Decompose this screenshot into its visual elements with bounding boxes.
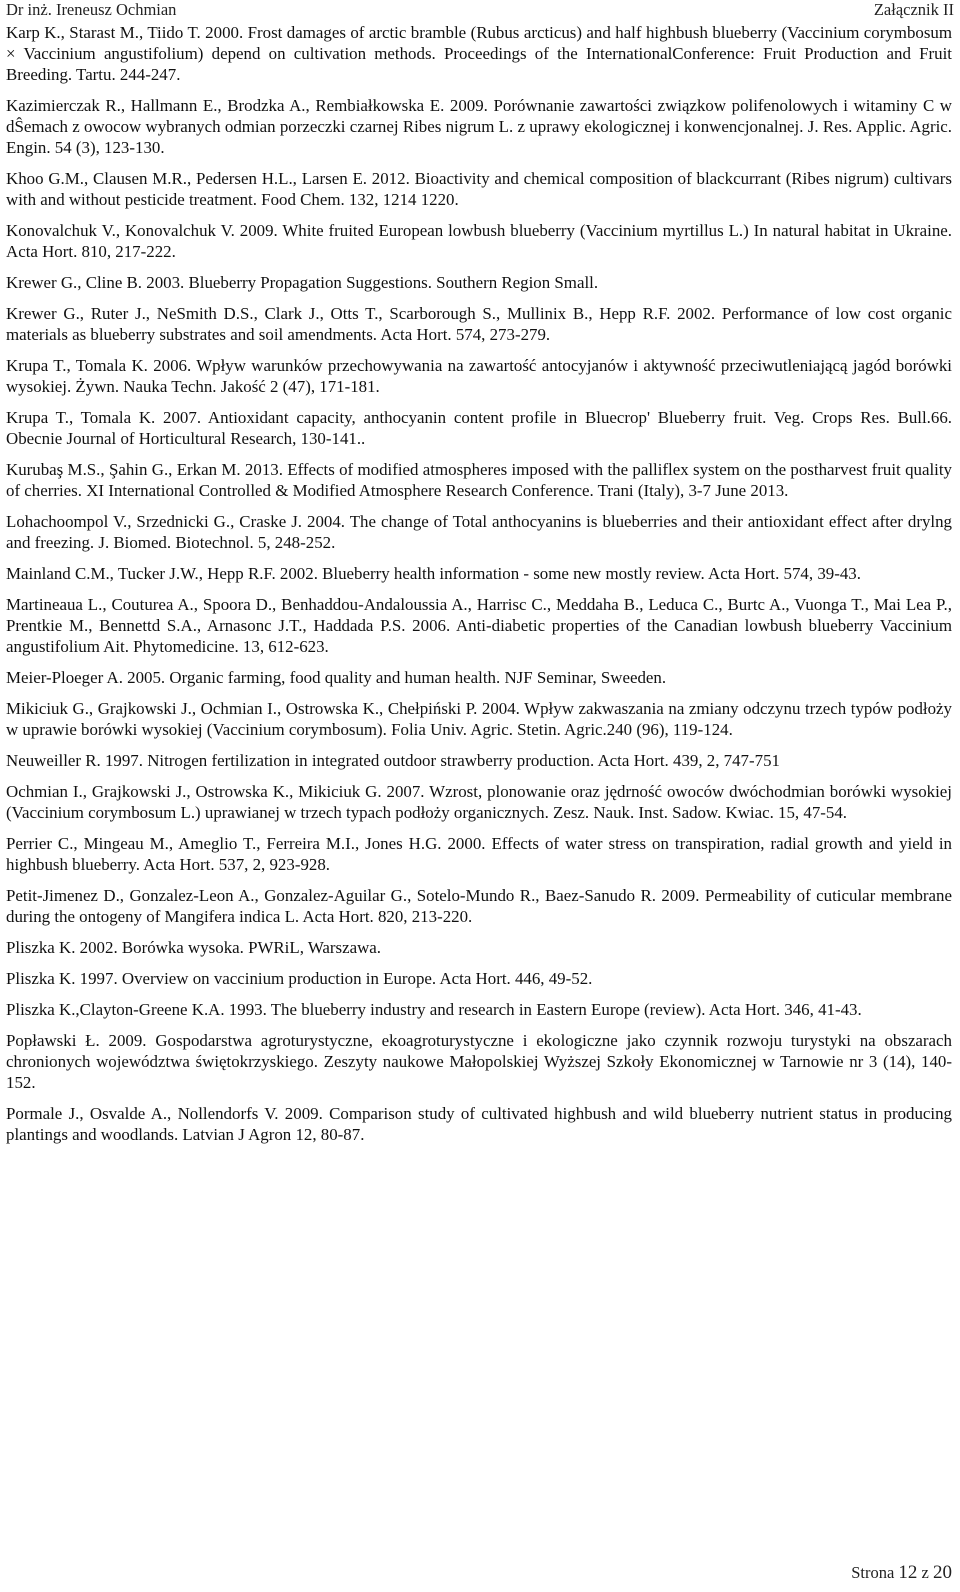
reference-entry: Mainland C.M., Tucker J.W., Hepp R.F. 2002. Blueberry health information - some new mostly review. Acta Hort. 574, 39-43.	[6, 564, 861, 583]
footer-separator: z	[921, 1563, 929, 1582]
reference-entry: Pormale J., Osvalde A., Nollendorfs V. 2009. Comparison study of cultivated highbush and wild blueberry nutrient status in producing plantings and woodlands. Latvian J Agron 12, 80-87.	[6, 1104, 952, 1144]
reference-list	[6, 22, 952, 1155]
reference-entry: Mikiciuk G., Grajkowski J., Ochmian I., Ostrowska K., Chełpiński P. 2004. Wpływ zakwaszania na zmiany odczynu trzech typów podłoży w uprawie borówki wysokiej (Vaccinium corymbosum). Folia Univ. Agric. Stetin. Agric.240 (96), 119-124.	[6, 699, 952, 739]
reference-entry: Konovalchuk V., Konovalchuk V. 2009. White fruited European lowbush blueberry (Vaccinium myrtillus L.) In natural habitat in Ukraine. Acta Hort. 810, 217-222.	[6, 221, 952, 261]
reference-entry: Krewer G., Cline B. 2003. Blueberry Propagation Suggestions. Southern Region Small.	[6, 273, 599, 292]
footer-page-number: 12	[898, 1562, 918, 1583]
header-attachment: Załącznik II	[873, 0, 954, 19]
reference-entry: Pliszka K. 2002. Borówka wysoka. PWRiL, Warszawa.	[6, 938, 382, 957]
reference-entry: Martineaua L., Couturea A., Spoora D., Benhaddou-Andaloussia A., Harrisc C., Meddaha B., Leduca C., Burtc A., Vuonga T., Mai Lea P., Prentkie M., Bennettd S.A., Arnasonc J.T., Haddada P.S. 2006. Anti-diabetic properties of the Canadian lowbush blueberry Vaccinium angustifolium Ait. Phytomedicine. 13, 612-623.	[6, 595, 952, 656]
reference-entry: Karp K., Starast M., Tiido T. 2000. Frost damages of arctic bramble (Rubus arcticus) and half highbush blueberry (Vaccinium corymbosum × Vaccinium angustifolium) depend on cultivation methods. Proceedings of the InternationalConference: Fruit Production and Fruit Breeding. Tartu. 244-247.	[6, 23, 952, 84]
footer-page-total: 20	[933, 1562, 952, 1583]
footer-prefix: Strona	[851, 1563, 895, 1582]
reference-entry: Krupa T., Tomala K. 2006. Wpływ warunków przechowywania na zawartość antocyjanów i aktywność przeciwutleniającą jagód borówki wysokiej. Żywn. Nauka Techn. Jakość 2 (47), 171-181.	[6, 356, 952, 396]
reference-entry: Krewer G., Ruter J., NeSmith D.S., Clark J., Otts T., Scarborough S., Mullinix B., Hepp R.F. 2002. Performance of low cost organic materials as blueberry substrates and soil amendments. Acta Hort. 574, 273-279.	[6, 304, 952, 344]
reference-entry: Kazimierczak R., Hallmann E., Brodzka A., Rembiałkowska E. 2009. Porównanie zawartości związkow polifenolowych i witaminy C w dŜemach z owocow wybranych odmian porzeczki czarnej Ribes nigrum L. z uprawy ekologicznej i konwencjonalnej. J. Res. Applic. Agric. Engin. 54 (3), 123-130.	[6, 96, 952, 157]
reference-entry: Lohachoompol V., Srzednicki G., Craske J. 2004. The change of Total anthocyanins is blueberries and their antioxidant effect after drylng and freezing. J. Biomed. Biotechnol. 5, 248-252.	[6, 512, 952, 552]
reference-entry: Meier-Ploeger A. 2005. Organic farming, food quality and human health. NJF Seminar, Sweeden.	[6, 668, 667, 687]
reference-entry: Krupa T., Tomala K. 2007. Antioxidant capacity, anthocyanin content profile in Bluecrop' Blueberry fruit. Veg. Crops Res. Bull.66. Obecnie Journal of Horticultural Research, 130-141..	[6, 408, 952, 448]
reference-entry: Pliszka K. 1997. Overview on vaccinium production in Europe. Acta Hort. 446, 49-52.	[6, 969, 593, 988]
header-author: Dr inż. Ireneusz Ochmian	[6, 0, 177, 19]
reference-entry: Popławski Ł. 2009. Gospodarstwa agroturystyczne, ekoagroturystyczne i ekologiczne jako czynnik rozwoju turystyki na obszarach chronionych województwa świętokrzyskiego. Zeszyty naukowe Małopolskiej Wyższej Szkoły Ekonomicznej w Tarnowie nr 3 (14), 140-152.	[6, 1031, 952, 1092]
reference-entry: Perrier C., Mingeau M., Ameglio T., Ferreira M.I., Jones H.G. 2000. Effects of water stress on transpiration, radial growth and yield in highbush blueberry. Acta Hort. 537, 2, 923-928.	[6, 834, 952, 874]
reference-entry: Kurubaş M.S., Şahin G., Erkan M. 2013. Effects of modified atmospheres imposed with the palliflex system on the postharvest fruit quality of cherries. XI International Controlled & Modified Atmosphere Research Conference. Trani (Italy), 3-7 June 2013.	[6, 460, 952, 500]
reference-entry: Pliszka K.,Clayton-Greene K.A. 1993. The blueberry industry and research in Eastern Europe (review). Acta Hort. 346, 41-43.	[6, 1000, 862, 1019]
reference-entry: Ochmian I., Grajkowski J., Ostrowska K., Mikiciuk G. 2007. Wzrost, plonowanie oraz jędrność owoców dwóchodmian borówki wysokiej (Vaccinium corymbosum L.) uprawianej w trzech typach podłoży organicznych. Zesz. Nauk. Inst. Sadow. Kwiac. 15, 47-54.	[6, 782, 952, 822]
page-footer	[851, 1562, 952, 1584]
reference-entry: Neuweiller R. 1997. Nitrogen fertilization in integrated outdoor strawberry production. Acta Hort. 439, 2, 747-751	[6, 751, 780, 770]
reference-entry: Khoo G.M., Clausen M.R., Pedersen H.L., Larsen E. 2012. Bioactivity and chemical composition of blackcurrant (Ribes nigrum) cultivars with and without pesticide treatment. Food Chem. 132, 1214 1220.	[6, 169, 952, 209]
reference-entry: Petit-Jimenez D., Gonzalez-Leon A., Gonzalez-Aguilar G., Sotelo-Mundo R., Baez-Sanudo R. 2009. Permeability of cuticular membrane during the ontogeny of Mangifera indica L. Acta Hort. 820, 213-220.	[6, 886, 952, 926]
